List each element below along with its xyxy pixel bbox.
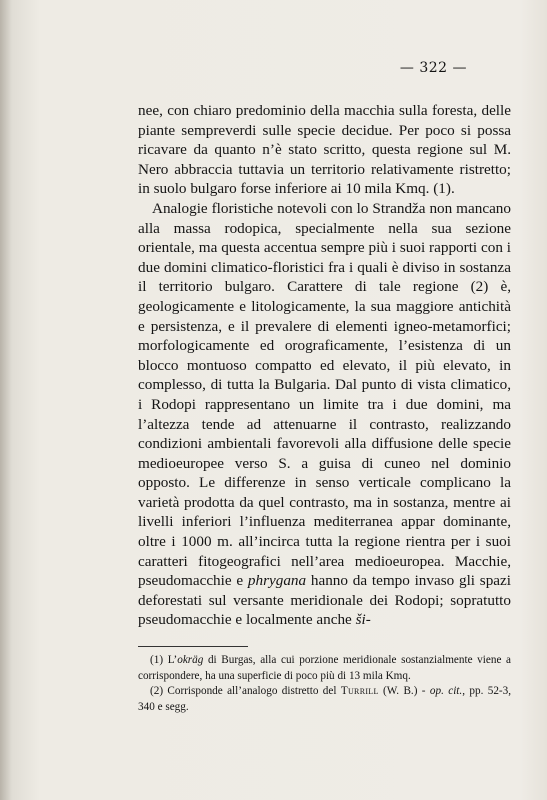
paragraph-2-text: Analogie floristiche notevoli con lo Strandža non mancano alla massa rodopica, specialmente nella sua sezione orientale, ma questa accentua sempre più i suoi rapporti con i due domini climatico-floristici fra i quali è diviso in sostanza il territorio bulgaro. Carattere di tale regione (2) è, geologicamente e litologicamente, la sua maggiore antichità e persistenza, e il prevalere di elementi igneo-metamorfici; morfologicamente ed orograficamente, l’esistenza di un blocco montuoso compatto ed elevato, il più elevato, in complesso, di tutta la Bulgaria. Dal punto di vista climatico, i Rodopi rappresentano un limite tra i due domini, ma l’altezza tende ad attenuarne il contrasto, realizzando condizioni ambientali favorevoli alla diffusione delle specie medioeuropee verso S. a guisa di cuneo nel dominio opposto. Le differenze in senso verticale complicano la varietà prodotta da quel contrasto, ma in sostanza, mentre ai livelli inferiori l’influenza mediterranea appar dominante, oltre i 1000 m. all’incirca tutta la regione rientra per i suoi caratteri fitogeografici nell’area medioeuropea. Macchie, pseudomacchie e <box>138 199 511 590</box>
paragraph-2-continuation: hanno da tempo invaso gli spazi deforestati sul versante meridionale dei Rodopi; sopratutto pseudomacchie e localmente anche <box>138 572 511 629</box>
footnote-1-italic: okräg <box>177 654 204 667</box>
footnote-2-italic: op. cit. <box>429 685 463 698</box>
paragraph-1: nee, con chiaro predominio della macchia sulla foresta, delle piante sempreverdi sulle specie decidue. Per poco si possa ricavare da quanto n’è stato scritto, questa regione sul M. Nero abbraccia tuttavia un territorio relativamente ristretto; in suolo bulgaro forse inferiore ai 10 mila Kmq. (1). <box>138 102 511 198</box>
footnote-2-lead: Corrisponde all’analogo distretto del <box>167 685 341 698</box>
footnotes <box>138 653 511 715</box>
footnote-1-lead: L’ <box>167 654 178 667</box>
footnote-1-rest: di Burgas, alla cui porzione meridionale sostanzialmente viene a corrispondere, ha una superficie di poco più di 13 mila Kmq. <box>138 654 512 682</box>
body-text <box>138 101 511 630</box>
footnote-divider <box>138 646 248 647</box>
paragraph-2 <box>138 199 511 630</box>
footnote-1 <box>138 653 511 684</box>
page-number: — 322 — <box>399 60 467 76</box>
footnote-2-author: Turrill <box>340 685 379 698</box>
italic-term: phrygana <box>247 572 307 590</box>
italic-hyphenated-word: ši- <box>355 611 371 629</box>
footnote-1-mark: (1) <box>150 654 164 667</box>
footnote-2-rest: , pp. 52-3, 340 e segg. <box>138 685 512 713</box>
footnote-2-mark: (2) <box>150 685 164 698</box>
footnote-2-mid: (W. B.) - <box>378 685 430 698</box>
footnote-2 <box>138 684 511 715</box>
